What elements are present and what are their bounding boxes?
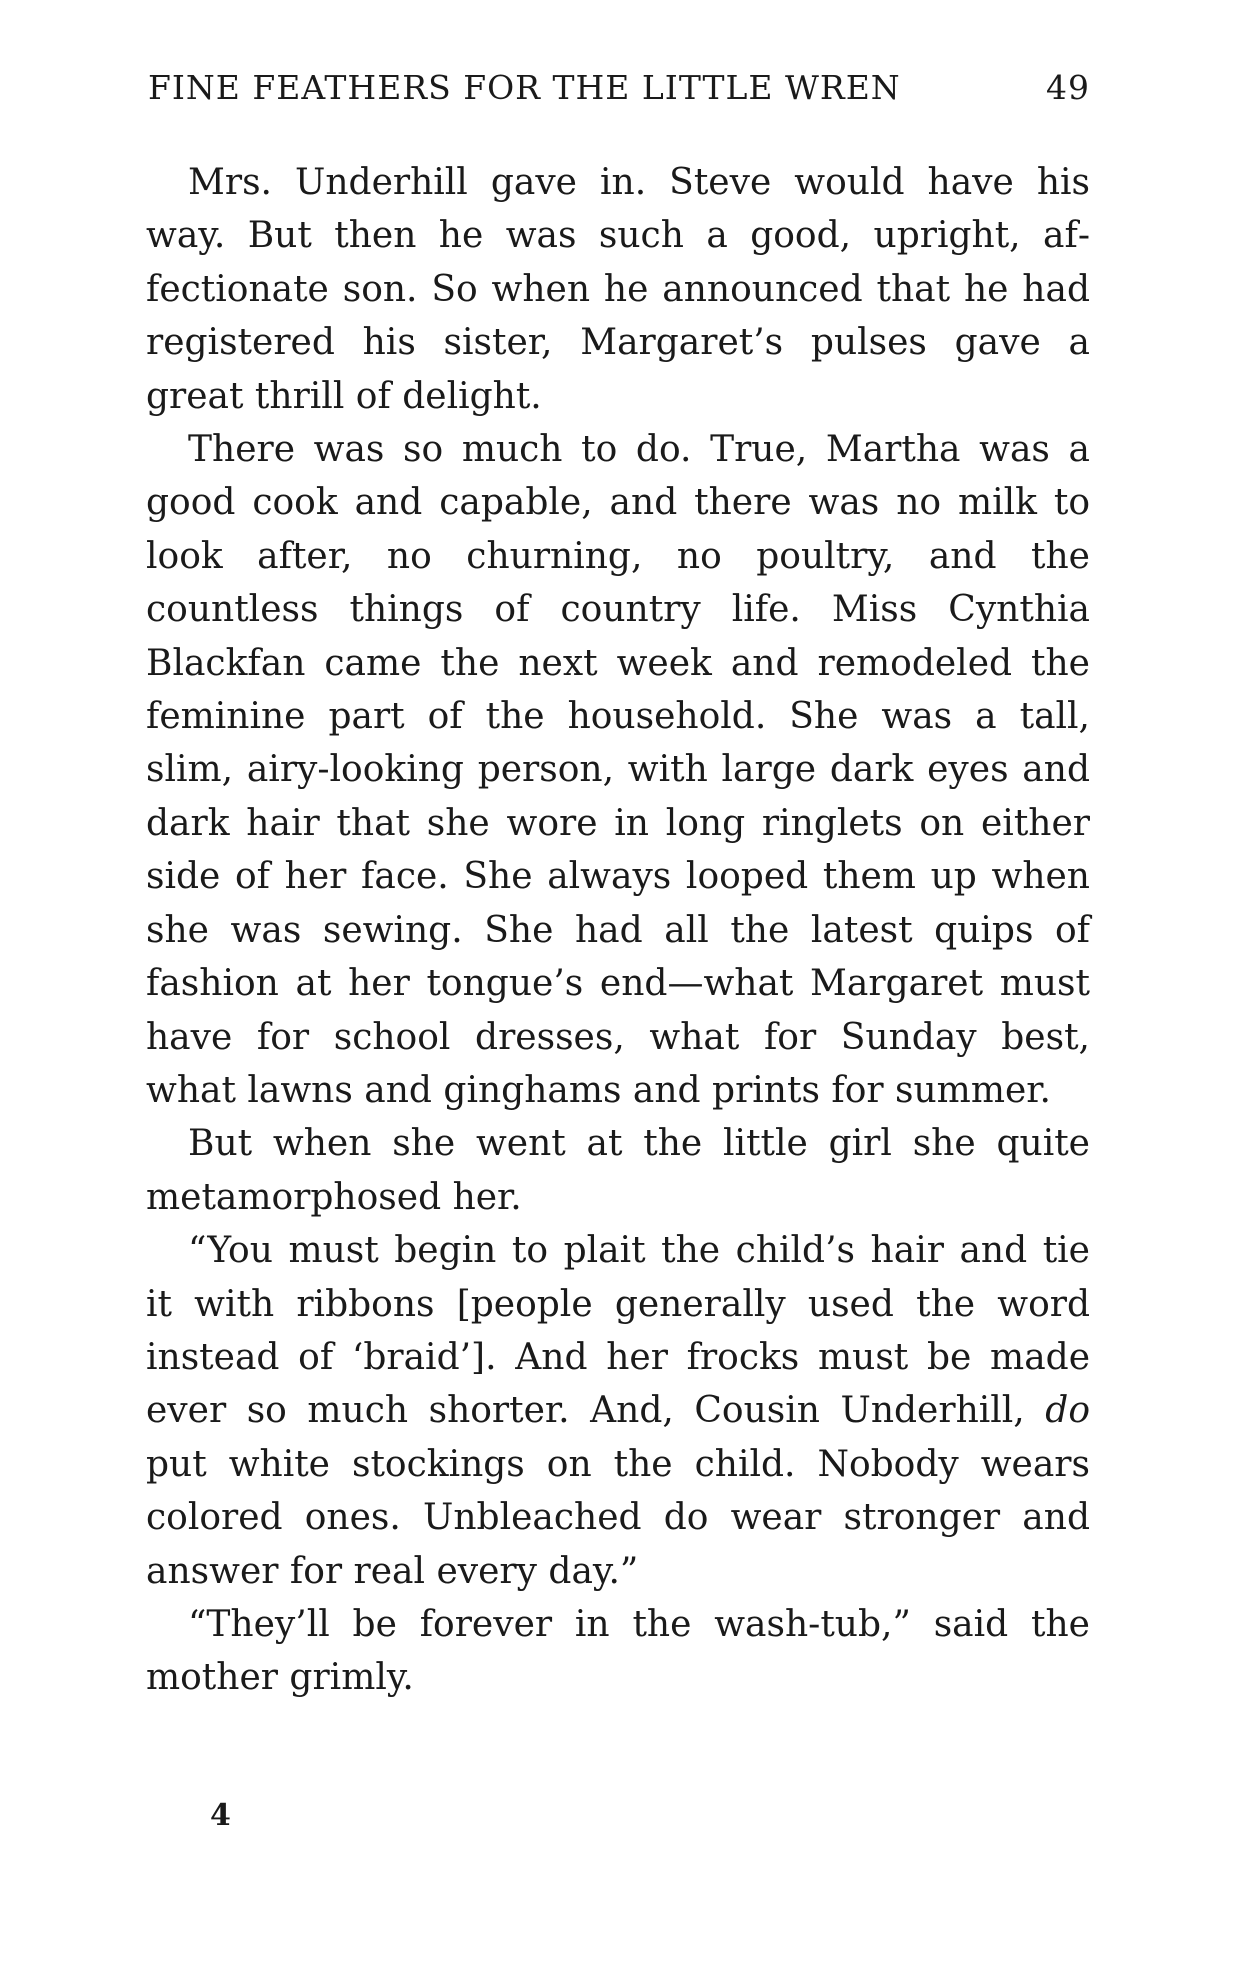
running-head — [148, 68, 1090, 118]
body-text — [146, 156, 1090, 1705]
emphasized-word: do — [1045, 1390, 1090, 1432]
signature-mark: 4 — [210, 1798, 231, 1833]
paragraph: “They’ll be forever in the wash-tub,” said the mother grimly. — [146, 1603, 1090, 1699]
paragraph-text: “You must begin to plait the child’s hair and tie it with ribbons [people generally used the word instead of ‘braid’]. And her frocks must be made ever so much shorter. And, Cousin Underhill, — [146, 1230, 1090, 1432]
paragraph-text: put white stockings on the child. Nobody wears colored ones. Unbleached do wear stronger and answer for real every day.” — [146, 1443, 1090, 1592]
paragraph: But when she went at the little girl she quite metamorphosed her. — [146, 1123, 1090, 1218]
paragraph: There was so much to do. True, Martha was a good cook and capable, and there was no milk to look after, no churning, no poultry, and the countless things of country life. Miss Cynthia Blackfan came the next week and remodeled the feminine part of the household. She was a tall, slim, airy-looking person, with large dark eyes and dark hair that she wore in long ringlets on either side of her face. She always looped them up when she was sewing. She had all the latest quips of fashion at her tongue’s end—what Margaret must have for school dresses, what for Sunday best, what lawns and ginghams and prints for summer. — [146, 429, 1090, 1111]
page-number: 49 — [1046, 68, 1090, 107]
paragraph — [146, 1224, 1090, 1598]
paragraph: Mrs. Underhill gave in. Steve would have his way. But then he was such a good, upright, affectionate son. So when he announced that he had registered his sister, Margaret’s pulses gave a great thrill of delight. — [146, 162, 1090, 417]
running-head-title: FINE FEATHERS FOR THE LITTLE WREN — [148, 68, 901, 107]
